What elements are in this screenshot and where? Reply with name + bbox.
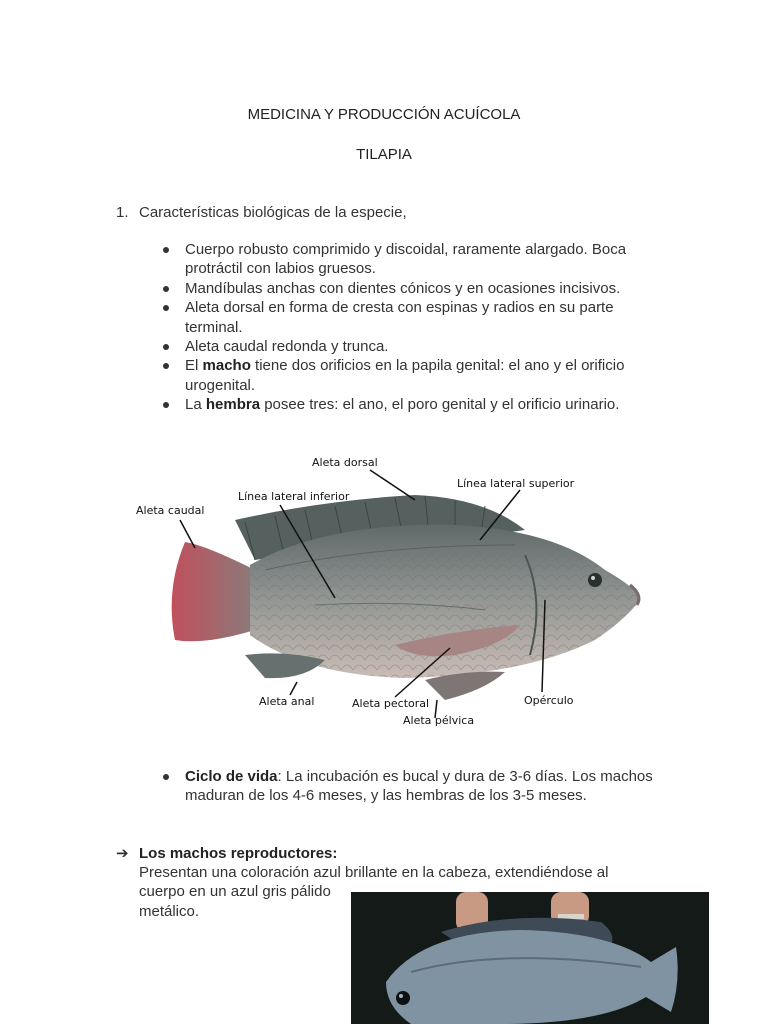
bullet-line: terminal.: [185, 318, 243, 336]
label-aleta-caudal: Aleta caudal: [136, 504, 205, 517]
bullet-line: Aleta caudal redonda y trunca.: [185, 338, 389, 356]
label-operculo: Opérculo: [524, 694, 574, 707]
bullet-line: urogenital.: [185, 376, 256, 394]
list-item: [163, 395, 683, 414]
bullet-line: protráctil con labios gruesos.: [185, 260, 376, 278]
life-cycle-list: [163, 767, 683, 806]
fish-eye: [588, 573, 602, 587]
life-cycle-text: maduran de los 4-6 meses, y las hembras de los 3-5 meses.: [185, 787, 587, 805]
bullet-text: El: [185, 357, 203, 375]
bullet-text: posee tres: el ano, el poro genital y el orificio urinario.: [260, 396, 620, 414]
male-tilapia-photo: [351, 892, 709, 1024]
section-number: 1.: [116, 204, 129, 221]
list-item: [163, 337, 683, 356]
list-item: [163, 767, 683, 806]
bullet-line: Mandíbulas anchas con dientes cónicos y en ocasiones incisivos.: [185, 279, 621, 297]
list-item: [163, 356, 683, 395]
males-text-line: cuerpo en un azul gris pálido: [139, 883, 331, 900]
bullet-line: Cuerpo robusto comprimido y discoidal, raramente alargado. Boca: [185, 241, 627, 258]
life-cycle-text: : La incubación es bucal y dura de 3-6 días. Los machos: [277, 768, 653, 785]
males-text-line: Presentan una coloración azul brillante en la cabeza, extendiéndose al: [139, 864, 609, 881]
document-title: MEDICINA Y PRODUCCIÓN ACUÍCOLA: [247, 106, 521, 123]
bullet-bold: macho: [202, 357, 251, 375]
arrow-right-icon: ➔: [116, 845, 129, 862]
label-linea-lateral-superior: Línea lateral superior: [457, 477, 575, 490]
tail-fin-shape: [172, 542, 255, 641]
label-aleta-dorsal: Aleta dorsal: [312, 456, 378, 469]
life-cycle-bold: Ciclo de vida: [185, 768, 278, 785]
list-item: [163, 240, 683, 279]
list-item: [163, 298, 683, 337]
label-linea-lateral-inferior: Línea lateral inferior: [238, 490, 350, 503]
characteristics-list: [163, 240, 683, 415]
label-aleta-pelvica: Aleta pélvica: [403, 714, 475, 727]
label-aleta-anal: Aleta anal: [259, 695, 315, 708]
tilapia-illustration: [125, 450, 650, 735]
list-item: [163, 279, 683, 298]
section-heading: Características biológicas de la especie,: [139, 204, 407, 221]
males-text-line: metálico.: [139, 903, 200, 920]
bullet-line: Aleta dorsal en forma de cresta con espinas y radios en su parte: [185, 299, 614, 317]
fish-anatomy-figure: [125, 450, 650, 735]
label-aleta-pectoral: Aleta pectoral: [352, 697, 430, 710]
males-heading: Los machos reproductores:: [139, 845, 338, 862]
bullet-bold: hembra: [205, 396, 261, 414]
species-title: TILAPIA: [356, 146, 412, 163]
bullet-text: La: [185, 396, 206, 414]
bullet-text: tiene dos orificios en la papila genital: el ano y el orificio: [250, 357, 625, 375]
